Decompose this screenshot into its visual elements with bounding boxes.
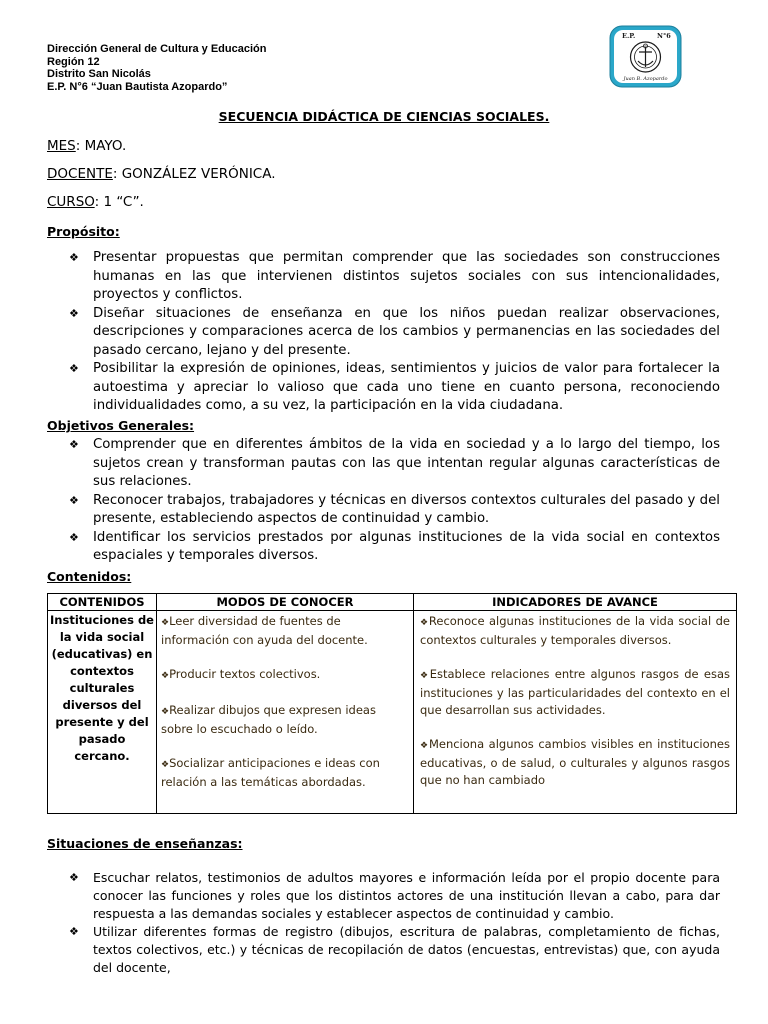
field-label: DOCENTE — [47, 166, 113, 182]
diamond-bullet-icon: ❖ — [69, 438, 79, 451]
list-item: ❖ Identificar los servicios prestados por algunas instituciones de la vida social en contextos espaciales y temporales diversos. — [69, 529, 720, 563]
diamond-bullet-icon: ❖ — [420, 671, 430, 681]
list-item: ❖ Escuchar relatos, testimonios de adultos mayores e información leída por el propio docente para conocer las funciones y roles que los distintos actores de una institución llevan a cabo, para dar respuesta a las demandas sociales y establecer aspectos de continuidad y cambio. — [69, 870, 720, 921]
diamond-bullet-icon: ❖ — [69, 362, 79, 375]
svg-text:E.P.: E.P. — [622, 32, 636, 40]
modo-item: ❖Leer diversidad de fuentes de información con ayuda del docente. — [161, 614, 368, 647]
diamond-bullet-icon: ❖ — [161, 707, 170, 717]
header-line: Distrito San Nicolás — [47, 68, 151, 80]
column-header: CONTENIDOS — [48, 594, 157, 611]
proposito-list — [47, 249, 720, 416]
diamond-bullet-icon: ❖ — [69, 306, 79, 320]
table-row — [48, 611, 737, 814]
field-mes — [47, 138, 126, 154]
field-docente — [47, 166, 276, 182]
modo-item: ❖Producir textos colectivos. — [161, 667, 321, 681]
list-item: ❖ Diseñar situaciones de enseñanza en que los niños puedan realizar observaciones, descripciones y comparaciones acerca de los cambios y permanencias en las sociedades del pasado cercano, lejano y del presente. — [69, 305, 720, 358]
indicador-item: ❖Menciona algunos cambios visibles en instituciones educativas, o de salud, o culturales y algunos rasgos que no han cambiado — [420, 737, 730, 787]
school-logo — [609, 25, 682, 88]
indicadores-cell — [414, 611, 737, 814]
contenidos-table — [47, 593, 737, 814]
section-heading-objetivos: Objetivos Generales: — [47, 418, 195, 433]
field-value: : 1 “C”. — [94, 194, 144, 210]
table-header-row — [48, 594, 737, 611]
header-line: E.P. N°6 “Juan Bautista Azopardo” — [47, 80, 228, 93]
field-value: : MAYO. — [75, 138, 127, 154]
diamond-bullet-icon: ❖ — [69, 251, 79, 264]
list-item: ❖ Reconocer trabajos, trabajadores y técnicas en diversos contextos culturales del pasado y del presente, estableciendo aspectos de continuidad y cambio. — [69, 492, 720, 526]
section-heading-situaciones: Situaciones de enseñanzas: — [47, 836, 243, 851]
column-header: INDICADORES DE AVANCE — [414, 594, 737, 611]
diamond-bullet-icon: ❖ — [420, 618, 429, 628]
diamond-bullet-icon: ❖ — [69, 493, 79, 507]
header-line: Dirección General de Cultura y Educación — [47, 43, 267, 55]
diamond-bullet-icon: ❖ — [69, 871, 79, 884]
situaciones-list — [47, 869, 720, 977]
modo-item: ❖Socializar anticipaciones e ideas con relación a las temáticas abordadas. — [161, 756, 380, 789]
modo-item: ❖Realizar dibujos que expresen ideas sobre lo escuchado o leído. — [161, 703, 376, 736]
diamond-bullet-icon: ❖ — [161, 760, 170, 770]
field-curso — [47, 194, 144, 210]
diamond-bullet-icon: ❖ — [161, 671, 170, 681]
section-heading-contenidos: Contenidos: — [47, 569, 132, 584]
contenido-cell: Instituciones de la vida social (educativas) en contextos culturales diversos del presente y del pasado cercano. — [48, 611, 157, 814]
page-title: SECUENCIA DIDÁCTICA DE CIENCIAS SOCIALES. — [218, 109, 550, 124]
field-label: MES — [47, 138, 76, 154]
diamond-bullet-icon: ❖ — [69, 530, 79, 544]
svg-text:N°6: N°6 — [657, 32, 671, 40]
indicador-item: ❖Reconoce algunas instituciones de la vida social de contextos culturales y temporales diversos. — [420, 614, 730, 647]
school-header — [47, 43, 266, 93]
list-item: ❖ Utilizar diferentes formas de registro (dibujos, escritura de palabras, completamiento de fichas, textos colectivos, etc.) y técnicas de recopilación de datos (encuestas, entrevistas) que, con ayuda del docente, — [69, 924, 720, 975]
list-item: ❖ Presentar propuestas que permitan comprender que las sociedades son construcciones humanas en las que intervienen distintos sujetos sociales con sus intencionalidades, proyectos y conflictos. — [69, 250, 720, 302]
indicador-item: ❖Establece relaciones entre algunos rasgos de esas instituciones y las particularidades del contexto en el que desarrollan sus actividades. — [420, 667, 731, 717]
modos-cell — [157, 611, 414, 814]
diamond-bullet-icon: ❖ — [420, 741, 429, 751]
section-heading-proposito: Propósito: — [47, 224, 120, 239]
field-value: : GONZÁLEZ VERÓNICA. — [112, 166, 276, 182]
column-header: MODOS DE CONOCER — [157, 594, 414, 611]
field-label: CURSO — [47, 194, 95, 210]
header-line: Región 12 — [47, 55, 100, 68]
list-item: ❖ Comprender que en diferentes ámbitos de la vida en sociedad y a lo largo del tiempo, los sujetos crean y transforman pautas con las que intentan regular algunas características de sus relaciones. — [69, 437, 720, 489]
diamond-bullet-icon: ❖ — [69, 925, 79, 938]
list-item: ❖ Posibilitar la expresión de opiniones, ideas, sentimientos y juicios de valor para fortalecer la autoestima y apreciar lo valioso que cada uno tiene en cuanto persona, reconociendo individualidades como, a su vez, la participación en la vida ciudadana. — [69, 361, 720, 413]
diamond-bullet-icon: ❖ — [161, 618, 170, 628]
svg-text:Juan B. Azopardo: Juan B. Azopardo — [623, 76, 668, 82]
objetivos-list — [47, 436, 720, 566]
